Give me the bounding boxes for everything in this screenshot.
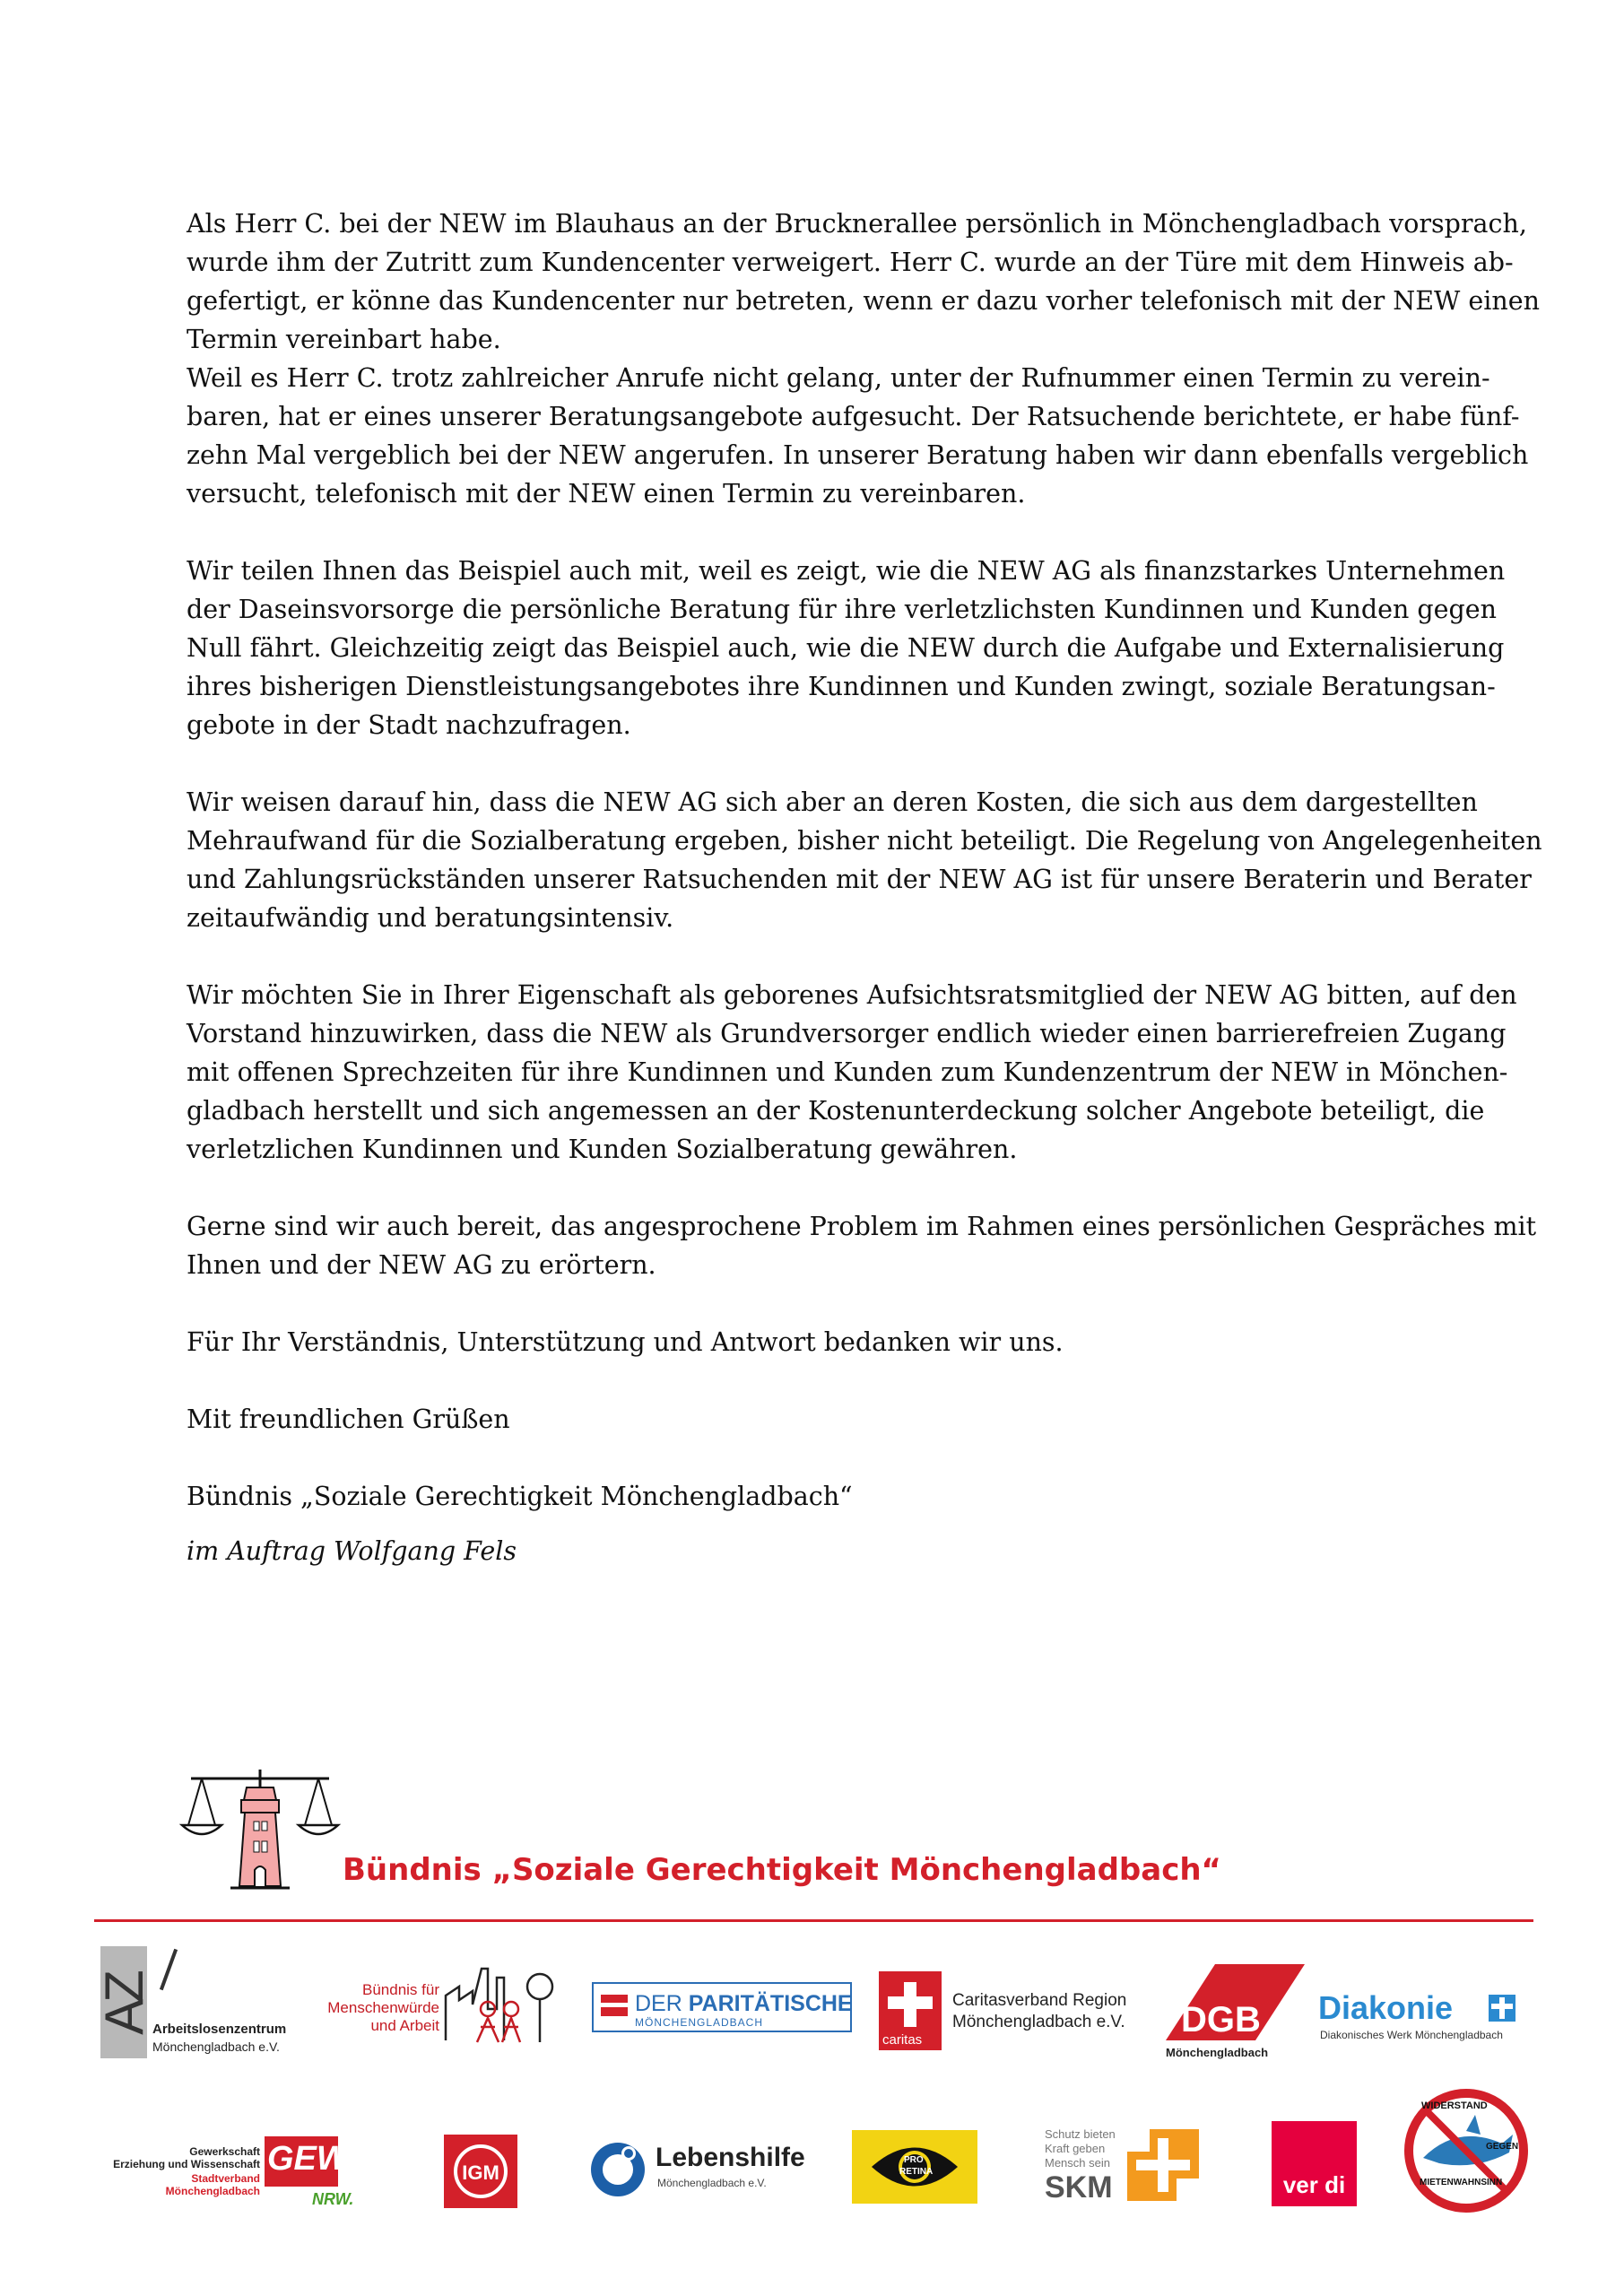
az-letters: AZ: [93, 1973, 154, 2035]
letter-line: baren, hat er eines unserer Beratungsangebote aufgesucht. Der Ratsuchende berichtete, er habe fünf-: [187, 402, 1520, 431]
lebenshilfe-name: Lebenshilfe: [656, 2143, 805, 2172]
caritas-cross-icon: [879, 1973, 942, 2036]
logo-gew: [99, 2135, 368, 2215]
letter-line: zehn Mal vergeblich bei der NEW angerufen. In unserer Beratung haben wir dann ebenfalls vergeblich: [187, 440, 1529, 470]
dgb-sub: Mönchengladbach: [1166, 2046, 1269, 2059]
paritaetische-name-a: DER: [635, 1991, 689, 2016]
letter-line: Wir teilen Ihnen das Beispiel auch mit, weil es zeigt, wie die NEW AG als finanzstarkes Unternehmen: [187, 556, 1506, 586]
letter-paragraph: [187, 204, 1540, 513]
footer-brand: [175, 1762, 1520, 1897]
letter-line: Als Herr C. bei der NEW im Blauhaus an der Brucknerallee persönlich in Mönchengladbach vorsprach,: [187, 209, 1527, 239]
igm-text: IGM: [462, 2161, 499, 2184]
skm-line3: Mensch sein: [1045, 2156, 1110, 2170]
factory-people-icon: [441, 1960, 556, 2049]
letter-line: Mehraufwand für die Sozialberatung ergeben, bisher nicht beteiligt. Die Regelung von Angelegenheiten: [187, 826, 1542, 856]
paritaetische-sub: MÖNCHENGLADBACH: [635, 2016, 764, 2029]
letter-line: Für Ihr Verständnis, Unterstützung und Antwort bedanken wir uns.: [187, 1327, 1064, 1357]
logo-buendnis-menschenwuerde: [318, 1960, 556, 2049]
logo-pro-retina: [852, 2130, 977, 2204]
gew-line3: Stadtverband: [191, 2172, 260, 2185]
caritas-line2: Mönchengladbach e.V.: [952, 2013, 1125, 2031]
buendnis-line3: und Arbeit: [370, 2017, 439, 2034]
letter-paragraph: [187, 1207, 1537, 1284]
pro-retina-line1: PRO: [904, 2155, 924, 2165]
letter-paragraph: [187, 976, 1523, 1169]
logo-arbeitslosenzentrum: [93, 1946, 298, 2058]
skm-line2: Kraft geben: [1045, 2142, 1106, 2155]
scales-tower-icon: [175, 1762, 345, 1897]
skm-line1: Schutz bieten: [1045, 2127, 1116, 2141]
lebenshilfe-icon: [587, 2139, 648, 2200]
letter-line: der Daseinsvorsorge die persönliche Beratung für ihre verletzlichsten Kundinnen und Kunden gegen: [187, 595, 1497, 624]
letter-line: versucht, telefonisch mit der NEW einen Termin zu vereinbaren.: [187, 479, 1026, 509]
buendnis-line2: Menschenwürde: [327, 1999, 439, 2016]
letter-line: und Zahlungsrückständen unserer Ratsuchenden mit der NEW AG ist für unsere Beraterin und Berater: [187, 865, 1532, 894]
letter-line: Vorstand hinzuwirken, dass die NEW als Grundversorger endlich wieder einen barrierefreien Zugang: [187, 1019, 1507, 1048]
pro-retina-line2: RETINA: [899, 2167, 934, 2177]
letter-paragraph: [187, 1400, 1523, 1439]
signature: Bündnis „Soziale Gerechtigkeit Mönchengladbach“: [187, 1482, 853, 1511]
logo-lebenshilfe: [587, 2139, 812, 2202]
gew-region: NRW.: [312, 2190, 354, 2208]
caritas-emblem-text: caritas: [882, 2032, 923, 2048]
red-divider: [94, 1919, 1533, 1922]
letter-line: Mit freundlichen Grüßen: [187, 1405, 510, 1434]
gew-line1: Gewerkschaft: [189, 2145, 260, 2158]
gew-line4: Mönchengladbach: [165, 2185, 260, 2197]
paritaetische-name-b: PARITÄTISCHE: [688, 1991, 853, 2016]
buendnis-line1: Bündnis für: [362, 1981, 439, 1998]
az-line1: Arbeitslosenzentrum: [152, 2022, 287, 2037]
skm-name: SKM: [1045, 2170, 1113, 2205]
ig-metall-icon: [444, 2135, 517, 2208]
widerstand-mid: GEGEN: [1486, 2142, 1519, 2152]
lebenshilfe-sub: Mönchengladbach e.V.: [657, 2177, 767, 2189]
widerstand-bottom: MIETENWAHNSINN: [1420, 2178, 1503, 2187]
letter-line: Ihnen und der NEW AG zu erörtern.: [187, 1250, 656, 1280]
letter-line: Null fährt. Gleichzeitig zeigt das Beispiel auch, wie die NEW durch die Aufgabe und Externalisierung: [187, 633, 1505, 663]
letter-body: [187, 204, 1542, 1609]
logo-verdi: [1272, 2121, 1357, 2206]
letter-line: Wir möchten Sie in Ihrer Eigenschaft als geborenes Aufsichtsratsmitglied der NEW AG bitten, auf den: [187, 980, 1517, 1010]
az-slash: [160, 1949, 178, 1990]
paritaetische-mark-bar: [601, 2003, 628, 2007]
letter-line: mit offenen Sprechzeiten für ihre Kundinnen und Kunden zum Kundenzentrum der NEW in Mönchen-: [187, 1057, 1508, 1087]
gew-name: GEW: [267, 2140, 349, 2178]
letter-line: gebote in der Stadt nachzufragen.: [187, 710, 631, 740]
letter-paragraph: [187, 783, 1542, 937]
brand-name: Bündnis „Soziale Gerechtigkeit Mönchengladbach“: [343, 1852, 1221, 1888]
letter-paragraph: [187, 1323, 1523, 1361]
diakonie-sub: Diakonisches Werk Mönchengladbach: [1320, 2029, 1503, 2041]
letter-line: gefertigt, er könne das Kundencenter nur betreten, wenn er dazu vorher telefonisch mit der NEW einen: [187, 286, 1540, 316]
logo-ig-metall: [444, 2135, 517, 2208]
letter-line: Weil es Herr C. trotz zahlreicher Anrufe nicht gelang, unter der Rufnummer einen Termin zu verein-: [187, 363, 1490, 393]
letter-line: Termin vereinbart habe.: [187, 325, 501, 354]
letter-line: Gerne sind wir auch bereit, das angesprochene Problem im Rahmen eines persönlichen Gespräches mit: [187, 1212, 1537, 1241]
logo-caritas: [879, 1971, 1157, 2052]
diakonie-name: Diakonie: [1318, 1989, 1454, 2026]
caritas-line1: Caritasverband Region: [952, 1991, 1127, 2010]
diakonie-cross-icon: [1489, 1995, 1515, 2022]
logo-dgb: [1161, 1960, 1314, 2063]
dgb-name: DGB: [1181, 2000, 1261, 2039]
gew-line2: Erziehung und Wissenschaft: [113, 2158, 260, 2170]
logo-diakonie: [1318, 1989, 1533, 2043]
widerstand-top: WIDERSTAND: [1421, 2100, 1488, 2111]
letter-line: zeitaufwändig und beratungsintensiv.: [187, 903, 674, 933]
letter-line: Wir weisen darauf hin, dass die NEW AG sich aber an deren Kosten, die sich aus dem dargestellten: [187, 787, 1478, 817]
verdi-name: ver di: [1282, 2171, 1346, 2198]
logo-widerstand-mietenwahnsinn: [1403, 2088, 1529, 2213]
letter-line: verletzlichen Kundinnen und Kunden Sozialberatung gewähren.: [187, 1135, 1018, 1164]
letter-line: ihres bisherigen Dienstleistungsangebotes ihre Kundinnen und Kunden zwingt, soziale Beratungsan-: [187, 672, 1496, 701]
az-line2: Mönchengladbach e.V.: [152, 2039, 280, 2054]
logo-paritaetische: [592, 1982, 856, 2036]
skm-cross-icon: [1127, 2129, 1199, 2201]
letter-paragraph: [187, 552, 1523, 744]
logo-skm: [1045, 2124, 1202, 2205]
signature-note: im Auftrag Wolfgang Fels: [187, 1536, 517, 1566]
letter-line: wurde ihm der Zutritt zum Kundencenter verweigert. Herr C. wurde an der Türe mit dem Hinweis ab-: [187, 248, 1514, 277]
paritaetische-name: [635, 1991, 853, 2017]
letter-line: gladbach herstellt und sich angemessen an der Kostenunterdeckung solcher Angebote beteiligt, die: [187, 1096, 1485, 1126]
